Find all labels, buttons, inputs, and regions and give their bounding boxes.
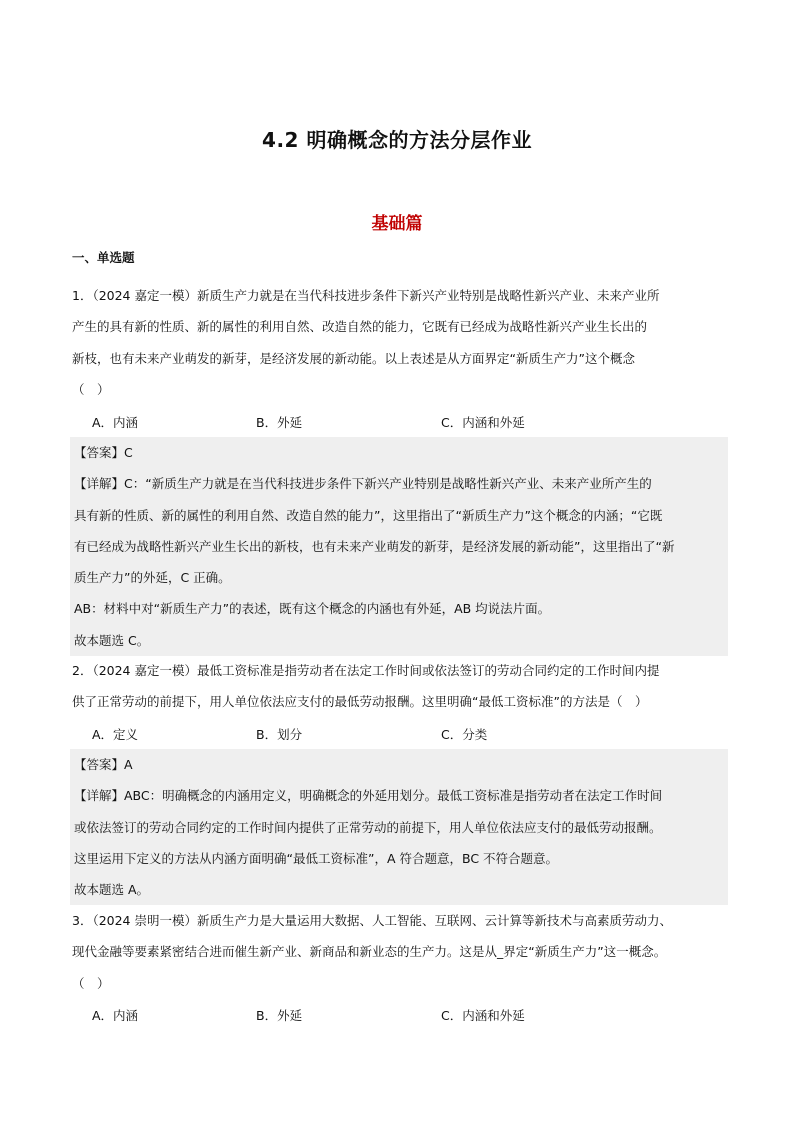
question-1-line: 产生的具有新的性质、新的属性的利用自然、改造自然的能力，它既有已经成为战略性新兴产业生长出的 (72, 319, 648, 335)
option-a[interactable]: A．内涵 (92, 415, 139, 430)
detail-line: 或依法签订的劳动合同约定的工作时间内提供了正常劳动的前提下，用人单位依法应支付的最低劳动报酬。 (74, 819, 662, 835)
question-1-line: 新枝，也有未来产业萌发的新芽，是经济发展的新动能。以上表述是从方面界定“新质生产力”这个概念 (72, 350, 635, 366)
question-3-options (92, 1006, 732, 1026)
detail-line: 故本题选 A。 (74, 882, 150, 898)
detail-line: 具有新的性质、新的属性的利用自然、改造自然的能力”，这里指出了“新质生产力”这个概念的内涵；“它既 (74, 507, 663, 523)
question-2-line: 2．（2024 嘉定一模）最低工资标准是指劳动者在法定工作时间或依法签订的劳动合同约定的工作时间内提 (72, 663, 660, 678)
option-c[interactable]: C．分类 (441, 727, 488, 742)
question-3-line: 现代金融等要素紧密结合进而催生新产业、新商品和新业态的生产力。这是从_界定“新质生产力”这一概念。 (72, 944, 667, 960)
question-2 (72, 655, 728, 718)
question-1-line: （ ） (72, 381, 110, 397)
option-b[interactable]: B．外延 (256, 1008, 303, 1023)
section-title: 基础篇 (371, 214, 423, 234)
question-3 (72, 905, 728, 999)
question-2-options (92, 725, 732, 745)
document-title: 4.2 明确概念的方法分层作业 (262, 128, 532, 152)
option-c[interactable]: C．内涵和外延 (441, 415, 525, 430)
answer-block-1 (70, 437, 728, 656)
option-b[interactable]: B．外延 (256, 415, 303, 430)
question-3-line: 3．（2024 崇明一模）新质生产力是大量运用大数据、人工智能、互联网、云计算等新技术与高素质劳动力、 (72, 913, 672, 928)
answer-label: 【答案】A (74, 757, 133, 772)
detail-line: 【详解】C：“新质生产力就是在当代科技进步条件下新兴产业特别是战略性新兴产业、未来产业所产生的 (74, 476, 652, 492)
question-3-line: （ ） (72, 975, 110, 991)
detail-line: 这里运用下定义的方法从内涵方面明确“最低工资标准”，A 符合题意，BC 不符合题意。 (74, 850, 559, 866)
detail-line: AB：材料中对“新质生产力”的表述，既有这个概念的内涵也有外延，AB 均说法片面。 (74, 601, 551, 617)
detail-line: 故本题选 C。 (74, 632, 150, 648)
option-a[interactable]: A．内涵 (92, 1008, 139, 1023)
question-type-heading: 一、单选题 (72, 250, 135, 265)
question-1 (72, 280, 728, 405)
detail-line: 有已经成为战略性新兴产业生长出的新枝，也有未来产业萌发的新芽，是经济发展的新动能”，这里指出了“新 (74, 538, 675, 554)
detail-line: 质生产力”的外延，C 正确。 (74, 570, 231, 586)
answer-label: 【答案】C (74, 445, 133, 460)
option-a[interactable]: A．定义 (92, 727, 139, 742)
option-b[interactable]: B．划分 (256, 727, 303, 742)
answer-block-2 (70, 749, 728, 905)
question-1-line: 1．（2024 嘉定一模）新质生产力就是在当代科技进步条件下新兴产业特别是战略性新兴产业、未来产业所 (72, 288, 660, 303)
question-2-line: 供了正常劳动的前提下，用人单位依法应支付的最低劳动报酬。这里明确“最低工资标准”的方法是（ ） (72, 694, 648, 710)
detail-line: 【详解】ABC：明确概念的内涵用定义，明确概念的外延用划分。最低工资标准是指劳动者在法定工作时间 (74, 788, 663, 804)
question-1-options (92, 413, 732, 433)
option-c[interactable]: C．内涵和外延 (441, 1008, 525, 1023)
